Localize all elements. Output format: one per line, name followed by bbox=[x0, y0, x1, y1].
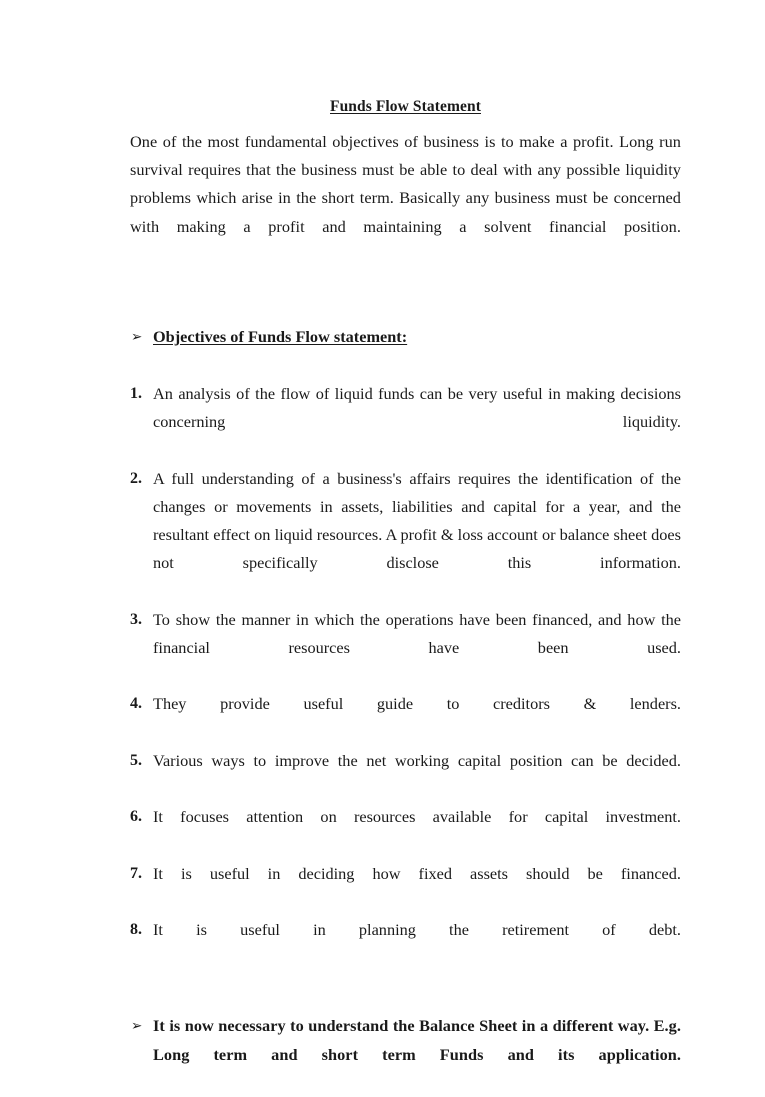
list-item-number: 4. bbox=[130, 695, 142, 713]
list-item-text: They provide useful guide to creditors & lenders. bbox=[153, 694, 681, 714]
document-content bbox=[130, 96, 681, 1097]
list-item-text: It focuses attention on resources available for capital investment. bbox=[153, 807, 681, 827]
intro-paragraph: One of the most fundamental objectives of business is to make a profit. Long run survival requires that the business must be able to deal with any possible liquidity problems which arise in the short term. Basically any business must be concerned with making a profit and maintaining a solvent financial position. bbox=[130, 132, 681, 236]
list-item-number: 6. bbox=[130, 808, 142, 826]
list-item-text: Various ways to improve the net working capital position can be decided. bbox=[153, 750, 681, 770]
objectives-heading-block bbox=[130, 323, 681, 351]
list-item-number: 7. bbox=[130, 864, 142, 882]
list-item bbox=[130, 465, 681, 606]
list-item-text: A full understanding of a business's affairs requires the identification of the changes or movements in assets, liabilities and capital for a year, and the resultant effect on liquid resources. A profit & loss account or balance sheet does not specifically disclose this information. bbox=[153, 468, 681, 573]
list-item-text: To show the manner in which the operations have been financed, and how the financial resources have been used. bbox=[153, 609, 681, 658]
list-item bbox=[130, 606, 681, 691]
list-item bbox=[130, 690, 681, 746]
list-item-text: An analysis of the flow of liquid funds can be very useful in making decisions concerning liquidity. bbox=[153, 384, 681, 432]
list-item-number: 3. bbox=[130, 610, 142, 628]
list-item-number: 1. bbox=[130, 385, 142, 403]
closing-note-block bbox=[130, 1012, 681, 1097]
list-item-number: 2. bbox=[130, 469, 142, 487]
closing-note: It is now necessary to understand the Balance Sheet in a different way. E.g. Long term and short term Funds and its application. bbox=[153, 1016, 681, 1064]
list-item-number: 5. bbox=[130, 751, 142, 769]
objectives-heading: Objectives of Funds Flow statement: bbox=[153, 327, 408, 347]
list-item-text: It is useful in planning the retirement of debt. bbox=[153, 920, 681, 940]
list-item-text: It is useful in deciding how fixed assets should be financed. bbox=[153, 863, 681, 883]
list-item bbox=[130, 860, 681, 916]
list-item bbox=[130, 916, 681, 972]
objectives-list bbox=[130, 380, 681, 972]
page-title-text: Funds Flow Statement bbox=[330, 98, 481, 115]
list-item-number: 8. bbox=[130, 921, 142, 939]
list-item bbox=[130, 380, 681, 465]
page-title bbox=[130, 96, 681, 118]
arrow-bullet-icon: ➢ bbox=[131, 1018, 143, 1034]
list-item bbox=[130, 747, 681, 803]
list-item bbox=[130, 803, 681, 859]
arrow-bullet-icon: ➢ bbox=[131, 329, 143, 345]
